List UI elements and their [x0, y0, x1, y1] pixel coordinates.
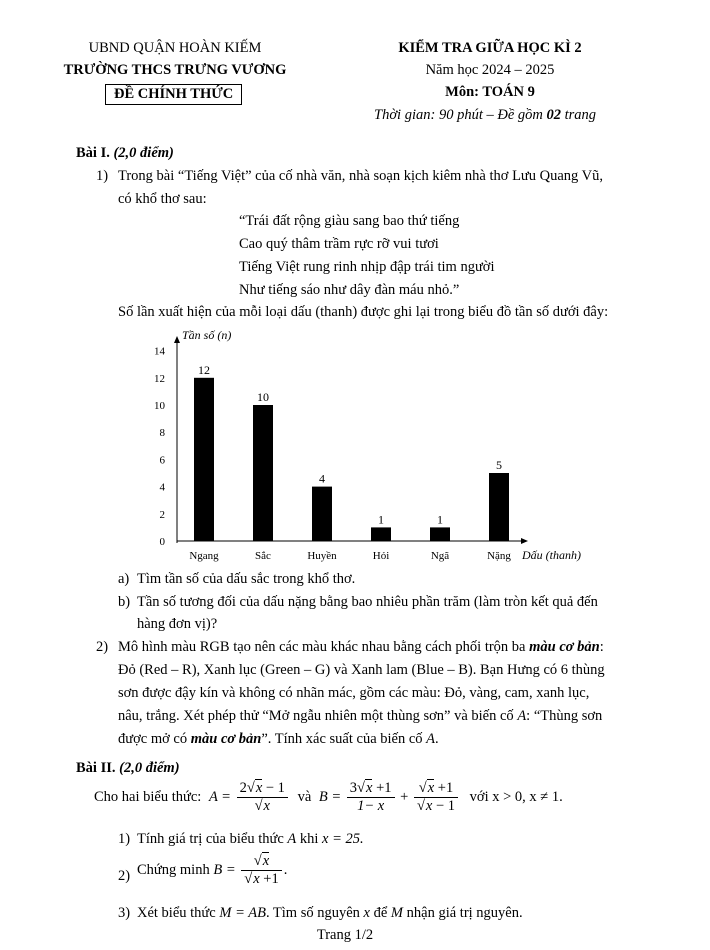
x-tick-label: Sắc — [255, 550, 271, 562]
poem-line-1: “Trái đất rộng giàu sang bao thứ tiếng — [239, 213, 460, 229]
bai2-q2: Chứng minh B = $\frac{√x}{√x +1}$ . — [137, 853, 288, 887]
q2-l5-var: A — [426, 731, 436, 747]
q2-l4-end: : “Thùng sơn — [526, 708, 603, 724]
bai2-q1-a: Tính giá trị của biểu thức — [137, 831, 288, 847]
bai1-qb-line1: Tần số tương đối của dấu nặng bằng bao nhiêu phần trăm (làm tròn kết quả đến — [137, 594, 598, 610]
bai2-q3-m: M — [390, 905, 404, 921]
x-tick-label: Ngang — [189, 550, 219, 562]
bar-value-label: 5 — [496, 458, 502, 472]
expr-b-lhs: B = — [318, 788, 342, 805]
bar-value-label: 1 — [437, 512, 443, 527]
bai1-qb-label: b) — [118, 594, 131, 610]
official-stamp: ĐỀ CHÍNH THỨC — [105, 84, 242, 105]
x-axis-label: Dấu (thanh) — [522, 548, 581, 562]
bai2-points: (2,0 điểm) — [119, 760, 180, 776]
y-tick-label: 0 — [159, 536, 165, 548]
bai1-q1-line1: Trong bài “Tiếng Việt” của cố nhà văn, nhà soạn kịch kiêm nhà thơ Lưu Quang Vũ, — [118, 168, 604, 184]
q2-l5-end: . — [435, 731, 439, 747]
bar — [312, 487, 332, 541]
y-tick-label: 8 — [159, 427, 165, 440]
bar-value-label: 12 — [198, 362, 210, 377]
header-right-line2: Năm học 2024 – 2025 — [425, 62, 555, 78]
x-tick-label: Nặng — [487, 550, 511, 562]
q2-l1-colon: : — [599, 639, 604, 655]
q2-l5-emph: màu cơ bản — [190, 731, 262, 747]
bai2-q2-text: Chứng minh — [137, 861, 210, 878]
bai2-title: Bài II. — [76, 760, 116, 776]
bai2-q3-c: . Tìm số nguyên — [265, 905, 364, 921]
expr-condition: với x > 0, x ≠ 1. — [469, 788, 563, 805]
page-footer: Trang 1/2 — [316, 927, 374, 943]
bar-value-label: 4 — [319, 471, 325, 486]
bai1-q2-line3: sơn được đậy kín và không có nhãn mác, gồm các màu: Đỏ, vàng, cam, xanh lục, — [118, 685, 590, 701]
poem-line-3: Tiếng Việt rung rinh nhịp đập trái tim người — [239, 259, 495, 275]
bai2-q1-value: x = 25. — [322, 831, 364, 847]
y-tick-label: 2 — [159, 508, 165, 521]
bai1-title: Bài I. — [76, 145, 110, 161]
bar — [194, 378, 214, 541]
page-count-unit: trang — [564, 107, 597, 123]
q2-l1-emph: màu cơ bản — [529, 639, 600, 655]
bai2-q3-x: x — [363, 905, 370, 921]
bai2-q3-expr: M = AB — [219, 905, 266, 921]
bar — [253, 405, 273, 541]
bai2-q3-e: để — [369, 905, 391, 921]
page-count: 02 — [546, 107, 561, 123]
bai1-q2-line2: Đỏ (Red – R), Xanh lục (Green – G) và Xanh lam (Blue – B). Bạn Hưng có 6 thùng — [118, 662, 605, 678]
bar-value-label: 1 — [378, 512, 384, 527]
q2-l4-var: A — [517, 708, 527, 724]
bai1-qb-line2: hàng đơn vị)? — [137, 616, 218, 632]
q2-l4-text: nâu, trắng. Xét phép thử “Mở ngẫu nhiên một thùng sơn” và biến cố — [118, 708, 518, 724]
bar — [489, 473, 509, 541]
bai2-q2-number: 2) — [118, 868, 131, 884]
header-left-line1: UBND QUẬN HOÀN KIẾM — [88, 40, 262, 56]
header-right-line1: KIỂM TRA GIỮA HỌC KÌ 2 — [398, 40, 582, 56]
y-axis-arrow — [174, 336, 180, 343]
bai1-q1-number: 1) — [96, 168, 109, 184]
bai1-qa: Tìm tần số của dấu sắc trong khổ thơ. — [137, 571, 356, 587]
q2-l1-text: Mô hình màu RGB tạo nên các màu khác nhau bằng cách phối trộn ba — [118, 639, 530, 655]
y-tick-label: 6 — [159, 454, 165, 467]
bai2-q1 — [137, 831, 364, 848]
bai2-heading — [76, 760, 180, 777]
q2-l5-a: được mở có — [118, 731, 191, 747]
y-tick-label: 14 — [154, 345, 165, 358]
expr-and: và — [297, 788, 312, 805]
bai1-q2-line1 — [118, 639, 604, 656]
bai2-q1-number: 1) — [118, 831, 131, 847]
x-tick-label: Hỏi — [372, 550, 390, 562]
expr-b-fraction-1: $\frac{3√x +1}{1- x}$ — [347, 780, 395, 815]
x-axis-arrow — [521, 538, 528, 544]
x-tick-label: Huyền — [307, 550, 337, 562]
bai2-q2-fraction: $\frac{√x}{√x +1}$ — [241, 853, 281, 888]
expr-b-fraction-2: $\frac{√x +1}{√x - 1}$ — [414, 780, 458, 815]
header-left-line2: TRƯỜNG THCS TRƯNG VƯƠNG — [63, 62, 287, 78]
bai2-q1-c: khi — [296, 831, 323, 847]
bai1-qa-label: a) — [118, 571, 130, 587]
chart-intro: Số lần xuất hiện của mỗi loại dấu (thanh) được ghi lại trong biểu đồ tần số dưới đây: — [118, 304, 609, 320]
expr-plus: + — [400, 788, 409, 805]
expressions-line — [94, 780, 563, 815]
y-tick-label: 4 — [159, 481, 165, 494]
subject: Môn: TOÁN 9 — [445, 84, 535, 100]
bar-value-label: 10 — [257, 390, 269, 404]
expr-a-lhs: A = — [208, 788, 231, 805]
q2-l5-c: ”. Tính xác suất của biến cố — [261, 731, 427, 747]
bai1-q2-line5 — [118, 731, 439, 748]
bar — [371, 527, 391, 541]
bai2-q2-lhs: B = — [213, 861, 236, 878]
bar — [430, 527, 450, 541]
x-tick-label: Ngã — [430, 550, 450, 562]
bai1-q2-line4 — [118, 708, 602, 725]
exam-time-text: Thời gian: 90 phút – Đề gồm — [374, 107, 543, 123]
bai1-points: (2,0 điểm) — [113, 145, 174, 161]
bai1-q2-number: 2) — [96, 639, 109, 655]
poem-line-4: Như tiếng sáo như dây đàn máu nhỏ.” — [239, 282, 460, 298]
bai2-q3-number: 3) — [118, 905, 131, 921]
bai2-q1-var: A — [287, 831, 297, 847]
poem-line-2: Cao quý thâm trầm rực rỡ vui tươi — [239, 236, 439, 252]
y-tick-label: 12 — [154, 372, 165, 385]
bai2-q3-g: nhận giá trị nguyên. — [403, 905, 523, 921]
y-tick-label: 10 — [154, 400, 165, 412]
y-axis-label: Tần số (n) — [182, 328, 232, 342]
expr-intro: Cho hai biểu thức: — [94, 788, 202, 805]
bai1-q1-line2: có khổ thơ sau: — [118, 191, 207, 207]
bai2-q3 — [137, 905, 523, 922]
bai2-q3-a: Xét biểu thức — [137, 905, 220, 921]
expr-a-fraction: $\frac{2√x - 1}{√x}$ — [237, 780, 288, 815]
